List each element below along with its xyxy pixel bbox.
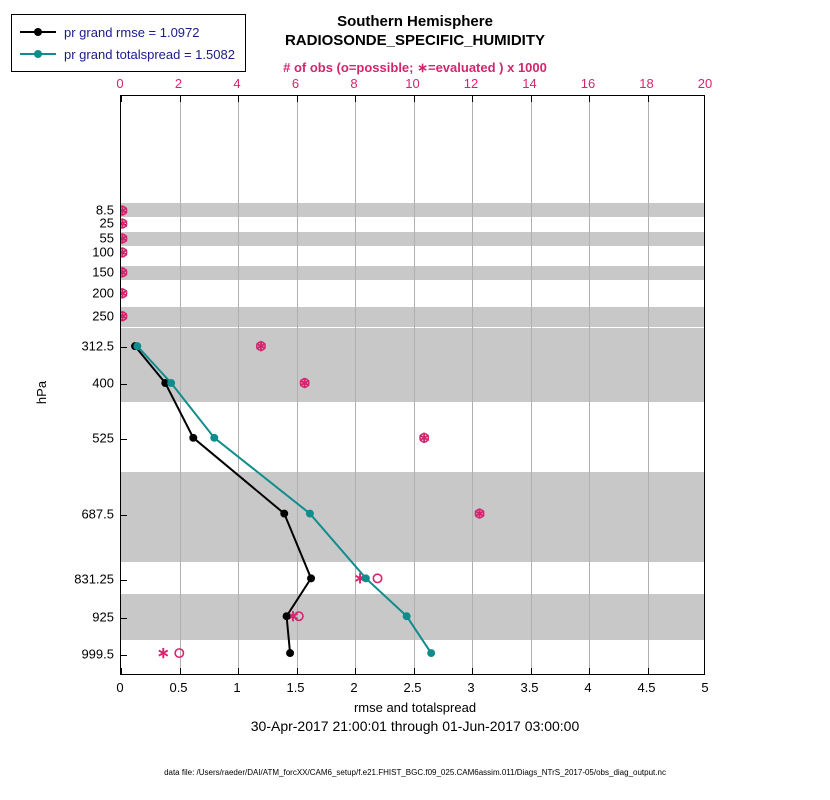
x-axis-tick-label: 4 bbox=[584, 680, 592, 695]
plot-area bbox=[120, 95, 705, 675]
data-point-marker bbox=[427, 649, 435, 657]
data-point-marker bbox=[307, 574, 315, 582]
x-axis-tick-label: 0.5 bbox=[169, 680, 188, 695]
data-point-marker bbox=[133, 342, 141, 350]
legend-item-rmse bbox=[20, 21, 235, 43]
x-axis-tick-label: 2.5 bbox=[403, 680, 422, 695]
y-axis-tick-label: 831.25 bbox=[74, 571, 114, 587]
data-point-marker bbox=[306, 510, 314, 518]
title-line-1: Southern Hemisphere bbox=[337, 13, 493, 30]
x-axis-tick-label: 3.5 bbox=[520, 680, 539, 695]
legend-label-rmse: pr grand rmse = 1.0972 bbox=[64, 24, 200, 40]
top-axis-tick-label: 6 bbox=[291, 76, 300, 91]
x-axis-tick-label: 3 bbox=[467, 680, 475, 695]
top-axis-tick-label: 8 bbox=[350, 76, 358, 91]
y-axis-title: hPa bbox=[34, 380, 50, 405]
top-axis-tick-label: 2 bbox=[174, 76, 183, 91]
y-axis-tick-label: 25 bbox=[99, 215, 114, 231]
x-axis-tick-label: 2 bbox=[350, 680, 358, 695]
top-axis-tick-label: 12 bbox=[463, 76, 479, 91]
title-line-2: RADIOSONDE_SPECIFIC_HUMIDITY bbox=[284, 32, 546, 49]
time-range-caption: 30-Apr-2017 21:00:01 through 01-Jun-2017 03:00:00 bbox=[250, 718, 580, 734]
y-axis-tick-label: 8.5 bbox=[95, 202, 114, 218]
legend-line-rmse bbox=[20, 31, 56, 33]
legend-item-totalspread bbox=[20, 43, 235, 65]
top-axis-tick-label: 10 bbox=[405, 76, 420, 91]
top-axis-tick-label: 18 bbox=[639, 76, 654, 91]
top-axis-tick-label: 14 bbox=[522, 76, 537, 91]
y-axis-tick-label: 250 bbox=[92, 308, 114, 324]
data-point-marker bbox=[362, 574, 370, 582]
x-axis-tick-label: 4.5 bbox=[637, 680, 656, 695]
y-axis-tick-label: 55 bbox=[99, 230, 114, 246]
y-axis-tick-label: 100 bbox=[92, 244, 114, 260]
x-axis-tick-label: 5 bbox=[701, 680, 709, 695]
plot-overlay bbox=[121, 96, 704, 674]
legend-label-totalspread: pr grand totalspread = 1.5082 bbox=[64, 46, 235, 62]
legend-marker-rmse bbox=[34, 28, 42, 36]
top-axis-tick-label: 0 bbox=[116, 76, 124, 91]
obs-possible-marker bbox=[373, 574, 381, 582]
chart-legend bbox=[11, 14, 246, 72]
x-axis-tick-label: 0 bbox=[116, 680, 124, 695]
x-axis-tick-label: 1 bbox=[233, 680, 241, 695]
data-point-marker bbox=[210, 434, 218, 442]
data-line bbox=[137, 346, 431, 653]
data-point-marker bbox=[286, 649, 294, 657]
x-axis-title: rmse and totalspread bbox=[353, 700, 477, 715]
top-axis-tick-label: 4 bbox=[233, 76, 241, 91]
y-axis-tick-label: 925 bbox=[92, 609, 114, 625]
y-axis-tick-label: 312.5 bbox=[81, 338, 114, 354]
data-file-path: data file: /Users/raeder/DAI/ATM_forcXX/CAM6_setup/f.e21.FHIST_BGC.f09_025.CAM6assim.011/Diags_NTrS_2017-05/obs_diag_output.nc bbox=[164, 768, 666, 777]
legend-line-totalspread bbox=[20, 53, 56, 55]
y-axis-tick-label: 999.5 bbox=[81, 646, 114, 662]
data-point-marker bbox=[403, 612, 411, 620]
x-axis-tick-label: 1.5 bbox=[286, 680, 305, 695]
y-axis-tick-label: 150 bbox=[92, 264, 114, 280]
data-point-marker bbox=[167, 379, 175, 387]
data-point-marker bbox=[189, 434, 197, 442]
y-axis-tick-label: 400 bbox=[92, 375, 114, 391]
obs-possible-marker bbox=[175, 649, 183, 657]
y-axis-tick-label: 525 bbox=[92, 430, 114, 446]
data-line bbox=[135, 346, 311, 653]
top-axis-tick-label: 16 bbox=[580, 76, 596, 91]
obs-possible-marker bbox=[295, 612, 303, 620]
top-axis-tick-label: 20 bbox=[697, 76, 713, 91]
top-axis-label: # of obs (o=possible; ∗=evaluated ) x 1000 bbox=[283, 60, 547, 75]
obs-evaluated-marker bbox=[159, 648, 168, 658]
y-axis-tick-label: 200 bbox=[92, 285, 114, 301]
data-point-marker bbox=[280, 510, 288, 518]
y-axis-tick-label: 687.5 bbox=[81, 506, 114, 522]
legend-marker-totalspread bbox=[34, 50, 42, 58]
data-point-marker bbox=[283, 612, 291, 620]
